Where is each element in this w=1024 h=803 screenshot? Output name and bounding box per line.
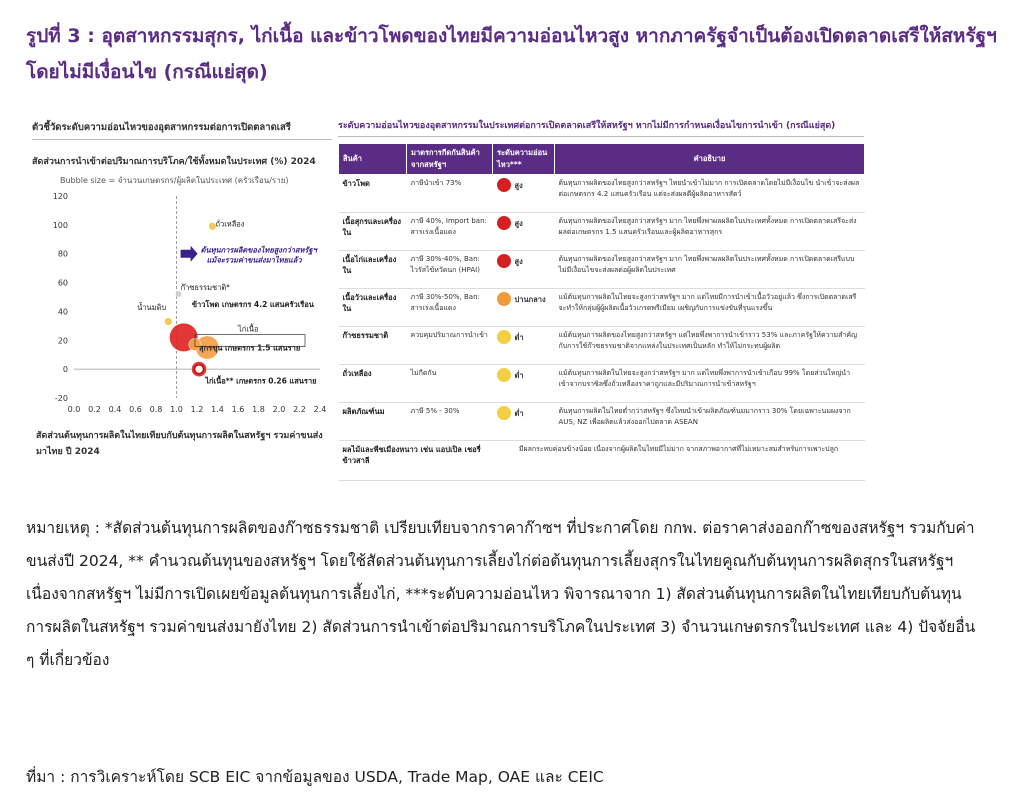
x-tick-label: 0.4 bbox=[108, 405, 122, 414]
row-level-cell bbox=[493, 213, 555, 251]
bubble-label: ถั่วเหลือง bbox=[215, 219, 245, 229]
level-indicator bbox=[497, 254, 551, 268]
row-level: ต่ำ bbox=[514, 370, 524, 380]
bubble-label: ไก่เนื้อ bbox=[238, 324, 259, 334]
table-rule bbox=[338, 136, 864, 137]
row-level: ต่ำ bbox=[514, 408, 524, 418]
row-product: ข้าวโพด bbox=[339, 175, 407, 213]
y-tick-label: 100 bbox=[52, 220, 68, 230]
y-tick-label: 20 bbox=[57, 336, 68, 346]
bubble-label: ไก่เนื้อ** เกษตรกร 0.26 แสนราย bbox=[205, 376, 317, 386]
level-dot bbox=[497, 216, 511, 230]
chart-x-label: สัดส่วนต้นทุนการผลิตในไทยเทียบกับต้นทุนการผลิตในสหรัฐฯ รวมค่าขนส่งมาไทย ปี 2024 bbox=[36, 431, 323, 457]
x-tick-label: 2.0 bbox=[272, 405, 286, 414]
sensitivity-table bbox=[338, 143, 865, 481]
x-tick-label: 1.2 bbox=[190, 405, 204, 414]
x-tick-label: 1.4 bbox=[211, 405, 224, 414]
row-product: เนื้อไก่และเครื่องใน bbox=[339, 251, 407, 289]
row-level-cell bbox=[493, 403, 555, 441]
level-indicator bbox=[497, 368, 551, 382]
header-description: คำอธิบาย bbox=[555, 144, 865, 175]
level-dot bbox=[497, 292, 511, 306]
row-product: ผลิตภัณฑ์นม bbox=[339, 403, 407, 441]
x-tick-label: 1.8 bbox=[252, 405, 265, 414]
header-product: สินค้า bbox=[339, 144, 407, 175]
figure-title: รูปที่ 3 : อุตสาหกรรมสุกร, ไก่เนื้อ และข้าวโพดของไทยมีความอ่อนไหวสูง หากภาครัฐจำเป็นต้องเปิดตลาดเสรีให้สหรัฐฯ โดยไม่มีเงื่อนไข (กรณีแย่สุด) bbox=[26, 25, 997, 83]
row-level-cell bbox=[493, 365, 555, 403]
row-measure: ภาษีนำเข้า 73% bbox=[407, 175, 493, 213]
left-panel-title: ตัวชี้วัดระดับความอ่อนไหวของอุตสาหกรรมต่อการเปิดตลาดเสรี bbox=[32, 122, 291, 133]
row-description: แม้ต้นทุนการผลิตในไทยจะสูงกว่าสหรัฐฯ มาก แต่ไทยมีการนำเข้าเนื้อวัวอยู่แล้ว ซึ่งการเปิดตลาดเสรีจะทำให้กลุ่มผู้ผู้ผลิตเนื้อวัวเกรดพรีเมียม เผชิญกับการแข่งขันที่รุนแรงขึ้น bbox=[555, 289, 865, 327]
row-description: ต้นทุนการผลิตของไทยสูงกว่าสหรัฐฯ มาก ไทยพึ่งพาผลผลิตในประเทศทั้งหมด การเปิดตลาดเสรีจะส่งผลต่อเกษตรกร 1.5 แสนครัวเรือนและผู้ผลิตอาหารสุกร bbox=[555, 213, 865, 251]
row-level: ต่ำ bbox=[514, 332, 524, 342]
row-product: ถั่วเหลือง bbox=[339, 365, 407, 403]
table-row-last bbox=[339, 441, 865, 481]
level-dot bbox=[497, 254, 511, 268]
level-dot bbox=[497, 178, 511, 192]
chart-title: สัดส่วนการนำเข้าต่อปริมาณการบริโภค/ใช้ทั้งหมดในประเทศ (%) 2024 bbox=[32, 157, 316, 167]
annotation-text: แม้จะรวมค่าขนส่งมาไทยแล้ว bbox=[206, 255, 302, 265]
y-tick-label: 60 bbox=[57, 278, 68, 288]
table-row bbox=[339, 403, 865, 441]
bubble-marker-ring bbox=[195, 365, 204, 374]
table-row bbox=[339, 365, 865, 403]
row-level: สูง bbox=[514, 256, 523, 266]
annotation-text: ต้นทุนการผลิตของไทยสูงกว่าสหรัฐฯ bbox=[200, 245, 317, 255]
row-measure: ไม่กีดกัน bbox=[407, 365, 493, 403]
left-panel-rule bbox=[32, 139, 332, 140]
bubble-chart bbox=[32, 190, 332, 422]
row-measure: ภาษี 30%-40%, Ban: ไวรัสไข้หวัดนก (HPAI) bbox=[407, 251, 493, 289]
level-dot bbox=[497, 406, 511, 420]
table-row bbox=[339, 289, 865, 327]
row-measure: ภาษี 40%, Import ban: สารเร่งเนื้อแดง bbox=[407, 213, 493, 251]
x-tick-label: 0.6 bbox=[129, 405, 142, 414]
level-indicator bbox=[497, 216, 551, 230]
header-level: ระดับความอ่อนไหว*** bbox=[493, 144, 555, 175]
y-tick-label: 120 bbox=[52, 192, 68, 201]
row-level-cell bbox=[493, 175, 555, 213]
row-level: สูง bbox=[514, 218, 523, 228]
row-level-cell bbox=[493, 327, 555, 365]
left-panel bbox=[32, 120, 332, 470]
level-indicator bbox=[497, 330, 551, 344]
level-indicator bbox=[497, 292, 551, 306]
row-measure: ควบคุมปริมาณการนำเข้า bbox=[407, 327, 493, 365]
bubble-label: สุกรขุน เกษตรกร 1.5 แสนราย bbox=[199, 343, 301, 353]
table-title: ระดับความอ่อนไหวของอุตสาหกรรมในประเทศต่อการเปิดตลาดเสรีให้สหรัฐฯ หากไม่มีการกำหนดเงื่อนไขการนำเข้า (กรณีแย่สุด) bbox=[338, 121, 836, 131]
row-product: เนื้อสุกรและเครื่องใน bbox=[339, 213, 407, 251]
chart-subtitle: Bubble size = จำนวนเกษตรกร/ผู้ผลิตในประเทศ (ครัวเรือน/ราย) bbox=[60, 176, 289, 185]
level-indicator bbox=[497, 178, 551, 192]
row-description: แม้ต้นทุนการผลิตของไทยสูงกว่าสหรัฐฯ แต่ไทยพึ่งพาการนำเข้าราว 53% และภาครัฐให้ความสำคัญกับการใช้ก๊าซธรรมชาติจากแหล่งในประเทศเป็นหลัก ทำให้ไม่กระทบผู้ผลิต bbox=[555, 327, 865, 365]
level-indicator bbox=[497, 406, 551, 420]
x-tick-label: 2.2 bbox=[293, 405, 306, 414]
bubble-point bbox=[175, 291, 181, 297]
table-body bbox=[339, 175, 865, 481]
y-tick-label: -20 bbox=[54, 394, 68, 403]
row-description: ต้นทุนการผลิตของไทยสูงกว่าสหรัฐฯ มาก ไทยพึ่งพาผลผลิตในประเทศทั้งหมด การเปิดตลาดเสรีแบบไม่มีเงื่อนไขจะส่งผลต่อผู้ผลิตในประเทศ bbox=[555, 251, 865, 289]
y-tick-label: 0 bbox=[62, 365, 68, 375]
y-tick-label: 80 bbox=[57, 249, 68, 259]
x-tick-label: 0.0 bbox=[67, 405, 81, 414]
x-tick-label: 1.6 bbox=[231, 405, 245, 414]
row-description: มีผลกระทบค่อนข้างน้อย เนื่องจากผู้ผลิตในไทยมีไม่มาก จากสภาพอากาศที่ไม่เหมาะสมสำหรับการเพาะปลูก bbox=[493, 441, 865, 481]
level-dot bbox=[497, 368, 511, 382]
x-tick-label: 1.0 bbox=[170, 405, 183, 414]
footnote: หมายเหตุ : *สัดส่วนต้นทุนการผลิตของก๊าซธรรมชาติ เปรียบเทียบจากราคาก๊าซฯ ที่ประกาศโดย กกพ. ต่อราคาส่งออกก๊าซของสหรัฐฯ รวมกับค่าขนส่งปี 2024, ** คำนวณต้นทุนของสหรัฐฯ โดยใช้สัดส่วนต้นทุนการเลี้ยงไก่ต่อต้นทุนการเลี้ยงสุกรในไทยคูณกับต้นทุนการผลิตสุกรในสหรัฐฯ เนื่องจากสหรัฐฯ ไม่มีการเปิดเผยข้อมูลต้นทุนการเลี้ยงไก่, ***ระดับความอ่อนไหว พิจารณาจาก 1) สัดส่วนต้นทุนการผลิตในไทยเทียบกับต้นทุนการผลิตในสหรัฐฯ รวมค่าขนส่งมายังไทย 2) สัดส่วนการนำเข้าต่อปริมาณการบริโภคในประเทศ 3) จำนวนเกษตรกรในประเทศ และ 4) ปัจจัยอื่น ๆ ที่เกี่ยวข้อง bbox=[26, 519, 976, 669]
table-row bbox=[339, 175, 865, 213]
row-level: สูง bbox=[514, 180, 523, 190]
annotation-arrow bbox=[181, 246, 198, 262]
row-description: ต้นทุนการผลิตของไทยสูงกว่าสหรัฐฯ ไทยนำเข้าไม่มาก การเปิดตลาดโดยไม่มีเงื่อนไข นำเข้าจะส่งผลต่อเกษตรกร 4.2 แสนครัวเรือน แต่จะส่งผลดีผู้ผลิตอาหารสัตว์ bbox=[555, 175, 865, 213]
table-row bbox=[339, 213, 865, 251]
row-measure: ภาษี 30%-50%, Ban: สารเร่งเนื้อแดง bbox=[407, 289, 493, 327]
y-tick-label: 40 bbox=[57, 307, 68, 317]
row-level-cell bbox=[493, 289, 555, 327]
row-product: ผลไม้และพืชเมืองหนาว เช่น แอปเปิล เชอรี่ ข้าวสาลี bbox=[339, 441, 493, 481]
table-header-row bbox=[339, 144, 865, 175]
row-level: ปานกลาง bbox=[514, 294, 546, 304]
table-row bbox=[339, 251, 865, 289]
row-level-cell bbox=[493, 251, 555, 289]
row-measure: ภาษี 5% - 30% bbox=[407, 403, 493, 441]
header-measure: มาตรการกีดกันสินค้าจากสหรัฐฯ bbox=[407, 144, 493, 175]
row-description: ต้นทุนการผลิตในไทยต่ำกว่าสหรัฐฯ ซึ่งไทยนำเข้าผลิตภัณฑ์นมมากราว 30% โดยเฉพาะนมผงจาก AUS, NZ เพื่อผลิตแล้วส่งออกไปตลาด ASEAN bbox=[555, 403, 865, 441]
table-row bbox=[339, 327, 865, 365]
row-description: แม้ต้นทุนการผลิตในไทยจะสูงกว่าสหรัฐฯ มาก แต่ไทยพึ่งพาการนำเข้าเกือบ 99% โดยส่วนใหญ่นำเข้าจากบราซิลซึ่งถั่วเหลืองราคาถูกและมีปริมาณการนำเข้าสหรัฐฯ bbox=[555, 365, 865, 403]
x-tick-label: 0.2 bbox=[88, 405, 101, 414]
row-product: ก๊าซธรรมชาติ bbox=[339, 327, 407, 365]
level-dot bbox=[497, 330, 511, 344]
row-product: เนื้อวัวและเครื่องใน bbox=[339, 289, 407, 327]
bubble-point bbox=[164, 318, 172, 326]
bubble-label: ข้าวโพด เกษตรกร 4.2 แสนครัวเรือน bbox=[191, 300, 314, 310]
x-tick-label: 0.8 bbox=[149, 405, 163, 414]
bubble-label: น้ำนมดิบ bbox=[137, 302, 167, 312]
source-note: ที่มา : การวิเคราะห์โดย SCB EIC จากข้อมูลของ USDA, Trade Map, OAE และ CEIC bbox=[26, 768, 604, 786]
right-panel bbox=[338, 118, 864, 481]
bubble-label: ก๊าซธรรมชาติ* bbox=[180, 282, 230, 292]
x-tick-label: 2.4 bbox=[313, 405, 327, 414]
